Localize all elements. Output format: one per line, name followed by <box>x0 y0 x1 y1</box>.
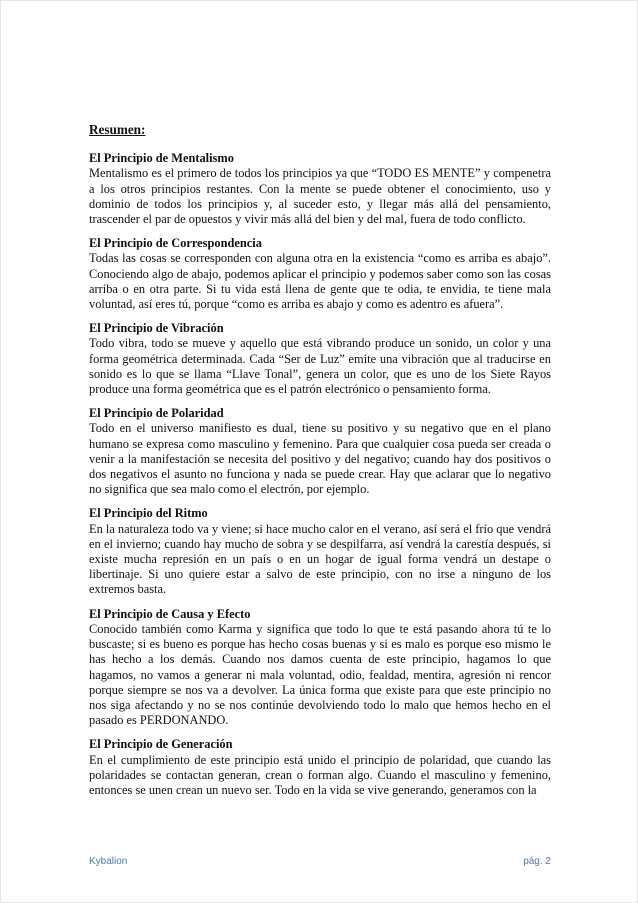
section-body: En la naturaleza todo va y viene; si hace mucho calor en el verano, así será el frío que vendrá en el invierno; cuando hay mucho de sobra y se despilfarra, así vendrá la carestía después, si existe mucha represión en un país o en un hogar de igual forma vendrá un destape o libertinaje. Si uno quiere estar a salvo de este principio, con no irse a ninguno de los extremos basta. <box>89 521 551 597</box>
section-vibracion <box>89 321 551 397</box>
section-ritmo <box>89 506 551 597</box>
section-correspondencia <box>89 236 551 312</box>
section-heading: El Principio de Correspondencia <box>89 236 262 251</box>
section-body: En el cumplimiento de este principio está unido el principio de polaridad, que cuando las polaridades se contactan generan, crean o forman algo. Cuando el masculino y femenino, entonces se unen crean un nuevo ser. Todo en la vida se vive generando, generamos con la <box>89 752 551 797</box>
summary-title: Resumen: <box>89 122 146 137</box>
section-heading: El Principio de Causa y Efecto <box>89 606 251 621</box>
section-heading: El Principio de Polaridad <box>89 406 224 421</box>
section-body: Conocido también como Karma y significa que todo lo que te está pasando ahora tú te lo buscaste; si es bueno es porque has hecho cosas buenas y si es malo es porque eso mismo le has hecho a los demás. Cuando nos damos cuenta de este principio, hagamos lo que hagamos, no vamos a generar ni mala voluntad, odio, fealdad, mentira, agresión ni rencor porque siempre se nos va a devolver. La única forma que existe para que este principio no nos siga afectando y no se nos continúe devolviendo todo lo malo que hemos hecho en el pasado es PERDONANDO. <box>89 621 551 728</box>
footer-book-title: Kybalion <box>89 856 128 867</box>
section-body: Mentalismo es el primero de todos los principios ya que “TODO ES MENTE” y compenetra a los otros principios restantes. Con la mente se puede obtener el conocimiento, uso y dominio de todos los principios y, al suceder esto, y llegar más allá del pensamiento, trascender el par de opuestos y vivir más allá del bien y del mal, fuera de todo conflicto. <box>89 166 551 227</box>
section-generacion <box>89 737 551 798</box>
section-heading: El Principio de Generación <box>89 737 233 752</box>
section-body: Todo vibra, todo se mueve y aquello que está vibrando produce un sonido, un color y una forma geométrica determinada. Cada “Ser de Luz” emite una vibración que al traducirse en sonido es lo que se llama “Llave Tonal”, genera un color, que es uno de los Siete Rayos produce una forma geométrica que es el patrón electrónico o pensamiento forma. <box>89 336 551 397</box>
section-causa-efecto <box>89 607 551 729</box>
section-polaridad <box>89 406 551 497</box>
section-mentalismo <box>89 151 551 227</box>
section-heading: El Principio de Mentalismo <box>89 151 234 166</box>
page-content <box>89 122 551 807</box>
section-heading: El Principio del Ritmo <box>89 506 208 521</box>
footer-page-number: pág. 2 <box>523 856 551 867</box>
section-body: Todo en el universo manifiesto es dual, tiene su positivo y su negativo que en el plano humano se expresa como masculino y femenino. Para que cualquier cosa pueda ser creada o venir a la manifestación se necesita del positivo y del negativo; cuando hay dos positivos o dos negativos el asunto no funciona y nada se puede crear. Hay que aclarar que lo negativo no significa que sea malo como el electrón, por ejemplo. <box>89 421 551 497</box>
section-body: Todas las cosas se corresponden con alguna otra en la existencia “como es arriba es abajo”. Conociendo algo de abajo, podemos aplicar el principio y podemos saber como son las cosas arriba o en otra parte. Si tu vida está llena de gente que te odia, te envidia, te tiene mala voluntad, así eres tú, porque “como es arriba es abajo y como es adentro es afuera”. <box>89 251 551 312</box>
section-heading: El Principio de Vibración <box>89 321 224 336</box>
